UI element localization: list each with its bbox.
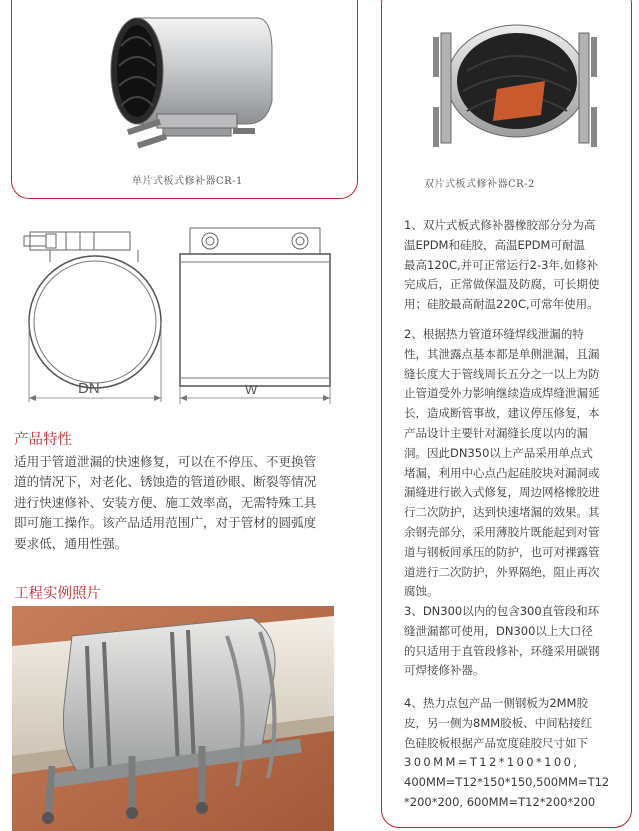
note-line: 止管道受外力影响继续造成焊缝泄漏延 <box>404 386 600 401</box>
note-line: *200*200, 600MM=T12*200*200 <box>404 794 596 809</box>
note-line: 色硅胶板根据产品宽度硅胶尺寸如下 <box>404 735 588 750</box>
features-line: 要求低，通用性强。 <box>14 535 128 551</box>
note-line: 道进行二次防护，外界隔绝，阻止再次 <box>404 564 600 579</box>
note-line: 洞。因此DN350以上产品采用单点式 <box>404 445 593 460</box>
note-line: 缝泄漏都可使用，DN300以上大口径 <box>404 623 593 638</box>
note-line: 400MM=T12*150*150,500MM=T12 <box>404 775 610 790</box>
photos-heading: 工程实例照片 <box>14 586 101 602</box>
note-4 <box>404 694 626 813</box>
repair-clamp-cr2-image <box>427 11 607 161</box>
note-line: 用；硅胶最高耐温220C,可常年使用。 <box>404 297 599 312</box>
note-line: 的只适用于直管段修补，环缝采用碳钢 <box>404 643 600 658</box>
note-line: 道与钢板间承压的防护，也可对裸露管 <box>404 544 600 559</box>
features-text <box>14 452 359 554</box>
note-line: 皮，另一侧为8MM胶板、中间粘接红 <box>404 715 593 730</box>
note-line: 4、热力点包产品一侧钢板为2MM胶 <box>404 696 588 710</box>
note-line: 3、DN300以内的包含300直管段和环 <box>404 604 600 618</box>
note-line: 缝长度大于管线周长五分之一以上为防 <box>404 366 600 381</box>
w-dimension-label: W <box>245 382 258 397</box>
product-card-cr1 <box>11 0 358 199</box>
dn-dimension-label: DN <box>78 380 100 397</box>
project-photo <box>12 606 334 831</box>
features-line: 即可施工操作。该产品适用范围广，对于管材的圆弧度 <box>14 515 317 531</box>
cr1-caption: 单片式板式修补器CR-1 <box>132 176 243 187</box>
note-3 <box>404 602 626 681</box>
note-line: 温EPDM和硅胶，高温EPDM可耐温 <box>404 237 585 252</box>
note-line: 产品设计主要针对漏缝长度以内的漏 <box>404 425 588 440</box>
features-line: 道的情况下，对老化、锈蚀造的管道砂眼、断裂等情况 <box>14 474 317 490</box>
features-line: 适用于管道泄漏的快速修复，可以在不停压、不更换管 <box>14 454 317 469</box>
cr2-caption: 双片式板式修补器CR-2 <box>424 179 535 190</box>
note-line: 性，其泄露点基本都是单侧泄漏，且漏 <box>404 346 600 361</box>
note-line: 1、双片式板式修补器橡胶部分分为高 <box>404 218 596 232</box>
note-line: 可焊接修补器。 <box>404 663 485 678</box>
note-line: 300MM=T12*100*100, <box>404 755 580 770</box>
repair-clamp-cr1-image <box>107 6 277 156</box>
note-line: 腐蚀。 <box>404 584 439 599</box>
note-line: 行二次防护，达到快速堵漏的效果。其 <box>404 505 600 520</box>
features-line: 进行快速修补、安装方便、施工效率高，无需特殊工具 <box>14 494 317 510</box>
note-line: 堵漏，利用中心点凸起硅胶块对漏洞或 <box>404 465 600 480</box>
note-1 <box>404 216 626 315</box>
note-line: 2、根据热力管道环缝焊线泄漏的特 <box>404 327 584 341</box>
note-line: 漏缝进行嵌入式修复，周边网格橡胶进 <box>404 485 600 500</box>
note-line: 最高120C,并可正常运行2-3年.如修补 <box>404 257 599 272</box>
note-2 <box>404 325 626 602</box>
note-line: 长，造成断管事故，建议停压修复，本 <box>404 406 600 421</box>
features-heading: 产品特性 <box>14 432 72 448</box>
note-line: 余钢壳部分，采用薄胶片既能起到对管 <box>404 524 600 539</box>
note-line: 完成后，正常做保温及防腐，可长期使 <box>404 277 600 292</box>
